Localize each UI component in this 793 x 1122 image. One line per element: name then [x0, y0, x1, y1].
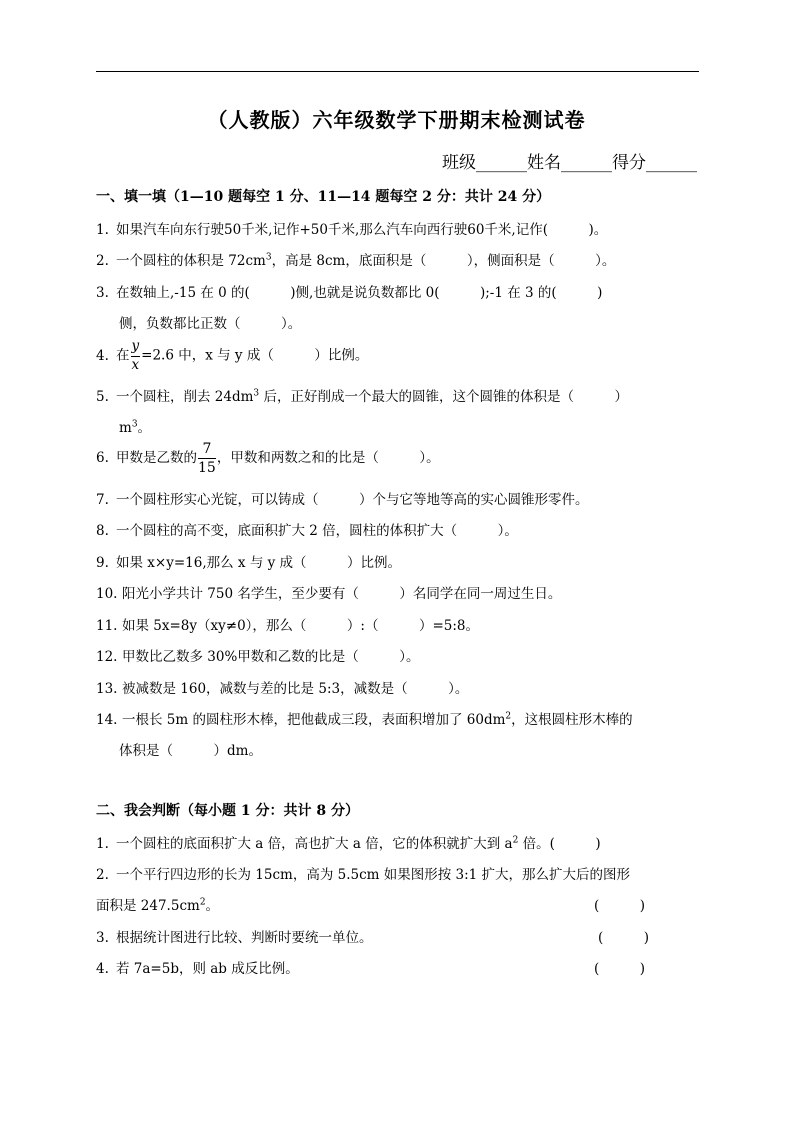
question-text: 甲数是乙数的	[116, 450, 197, 466]
question-number: 7.	[96, 492, 109, 508]
question-text: 被减数是 160，减数与差的比是 5:3，减数是（ ）。	[122, 681, 469, 697]
question-number: 14.	[96, 712, 118, 728]
question-text: 一个圆柱的体积是 72cm	[116, 253, 266, 269]
question-text: 一个圆柱的底面积扩大 a 倍，高也扩大 a 倍，它的体积就扩大到 a	[116, 836, 513, 852]
question-text: 阳光小学共计 750 名学生，至少要有（ ）名同学在同一周过生日。	[122, 586, 562, 602]
question-text: 。	[205, 898, 220, 914]
question-number: 4.	[96, 347, 109, 364]
s1-question-13	[96, 677, 704, 697]
question-text: 倍。( )	[518, 836, 601, 852]
s1-question-6	[96, 442, 704, 475]
answer-parentheses: ( )	[594, 898, 646, 914]
question-number: 11.	[96, 618, 118, 634]
fraction-y-over-x	[131, 340, 141, 372]
question-text: 根据统计图进行比较、判断时要统一单位。	[116, 930, 373, 946]
question-number: 13.	[96, 681, 118, 697]
superscript: 3	[131, 419, 138, 430]
question-number: 9.	[96, 555, 109, 571]
fraction-numerator: 7	[198, 442, 216, 459]
question-text: 后，正好削成一个最大的圆锥，这个圆锥的体积是（ ）	[259, 389, 628, 405]
question-number: 1.	[96, 222, 109, 238]
s1-question-11	[96, 614, 704, 634]
question-number: 10.	[96, 586, 118, 602]
question-number: 12.	[96, 649, 118, 665]
question-text: 一个平行四边形的长为 15cm，高为 5.5cm 如果图形按 3:1 扩大，那么扩大后的图形	[116, 867, 631, 883]
question-number: 4.	[96, 961, 109, 977]
superscript: 2	[199, 897, 206, 908]
question-number: 8.	[96, 523, 109, 539]
s1-question-2	[96, 249, 704, 269]
question-text: 一个圆柱的高不变，底面积扩大 2 倍，圆柱的体积扩大（ ）。	[116, 523, 518, 539]
unit-text: m	[119, 420, 132, 436]
question-text: 在数轴上,-15 在 0 的( )侧,也就是说负数都比 0( );-1 在 3 的( )	[116, 285, 603, 301]
s1-question-3	[96, 281, 704, 301]
superscript: 2	[505, 711, 512, 722]
s1-question-9	[96, 551, 704, 571]
answer-parentheses: ( )	[594, 961, 646, 977]
superscript: 2	[512, 835, 519, 846]
question-number: 1.	[96, 836, 109, 852]
question-text: 如果 x×y=16,那么 x 与 y 成（ ）比例。	[116, 555, 402, 571]
question-text: =2.6 中，x 与 y 成（ ）比例。	[141, 347, 369, 364]
answer-parentheses: ( )	[598, 930, 650, 946]
question-text: ，高是 8cm，底面积是（ ），侧面积是（ ）。	[271, 253, 616, 269]
question-text: 若 7a=5b，则 ab 成反比例。	[116, 961, 299, 977]
question-number: 3.	[96, 285, 109, 301]
question-text: 一根长 5m 的圆柱形木棒，把他截成三段，表面积增加了 60dm	[122, 712, 506, 728]
question-text: 一个圆柱形实心光锭，可以铸成（ ）个与它等地等高的实心圆锥形零件。	[116, 492, 589, 508]
superscript: 3	[253, 388, 260, 399]
question-number: 6.	[96, 450, 109, 466]
fraction-7-over-15	[198, 442, 216, 475]
s1-question-14	[96, 708, 704, 728]
s2-question-2	[96, 863, 704, 883]
superscript: 3	[265, 252, 272, 263]
question-text: 如果汽车向东行驶50千米,记作+50千米,那么汽车向西行驶60千米,记作( )。	[116, 222, 608, 238]
question-text: 面积是 247.5cm	[96, 898, 200, 914]
section-2-heading: 二、我会判断（每小题 1 分：共计 8 分）	[96, 803, 359, 819]
question-number: 2.	[96, 867, 109, 883]
header-rule	[96, 71, 699, 72]
student-info-line: 班级______姓名______得分______	[442, 153, 697, 173]
question-text: 甲数比乙数多 30%甲数和乙数的比是（ ）。	[122, 649, 420, 665]
question-number: 3.	[96, 930, 109, 946]
s1-question-4	[96, 340, 704, 372]
section-1-heading: 一、填一填（1—10 题每空 1 分、11—14 题每空 2 分：共计 24 分）	[96, 189, 551, 205]
page-title: （人教版）六年级数学下册期末检测试卷	[207, 108, 586, 132]
question-text: 在	[116, 347, 130, 364]
s2-question-2-continued	[96, 894, 219, 914]
question-number: 2.	[96, 253, 109, 269]
s1-question-1	[96, 218, 704, 238]
fraction-denominator: 15	[198, 460, 216, 476]
question-text: 如果 5x=8y（xy≠0），那么（ ）:（ ）=5:8。	[122, 618, 479, 634]
fraction-denominator: x	[131, 356, 140, 373]
s1-question-12	[96, 645, 704, 665]
s1-question-14-continued: 体积是（ ）dm。	[119, 743, 262, 759]
question-number: 5.	[96, 389, 109, 405]
s1-question-8	[96, 519, 704, 539]
s1-question-7	[96, 488, 704, 508]
s1-question-5-continued	[119, 416, 151, 436]
s1-question-5	[96, 385, 704, 405]
unit-text: 。	[137, 420, 152, 436]
s2-question-1	[96, 832, 704, 852]
question-text: ，这根圆柱形木棒的	[511, 712, 633, 728]
s1-question-10	[96, 582, 704, 602]
question-text: ，甲数和两数之和的比是（ ）。	[216, 450, 440, 466]
question-text: 一个圆柱，削去 24dm	[116, 389, 254, 405]
fraction-numerator: y	[131, 340, 141, 357]
s1-question-3-continued: 侧，负数都比正数（ ）。	[119, 316, 302, 332]
